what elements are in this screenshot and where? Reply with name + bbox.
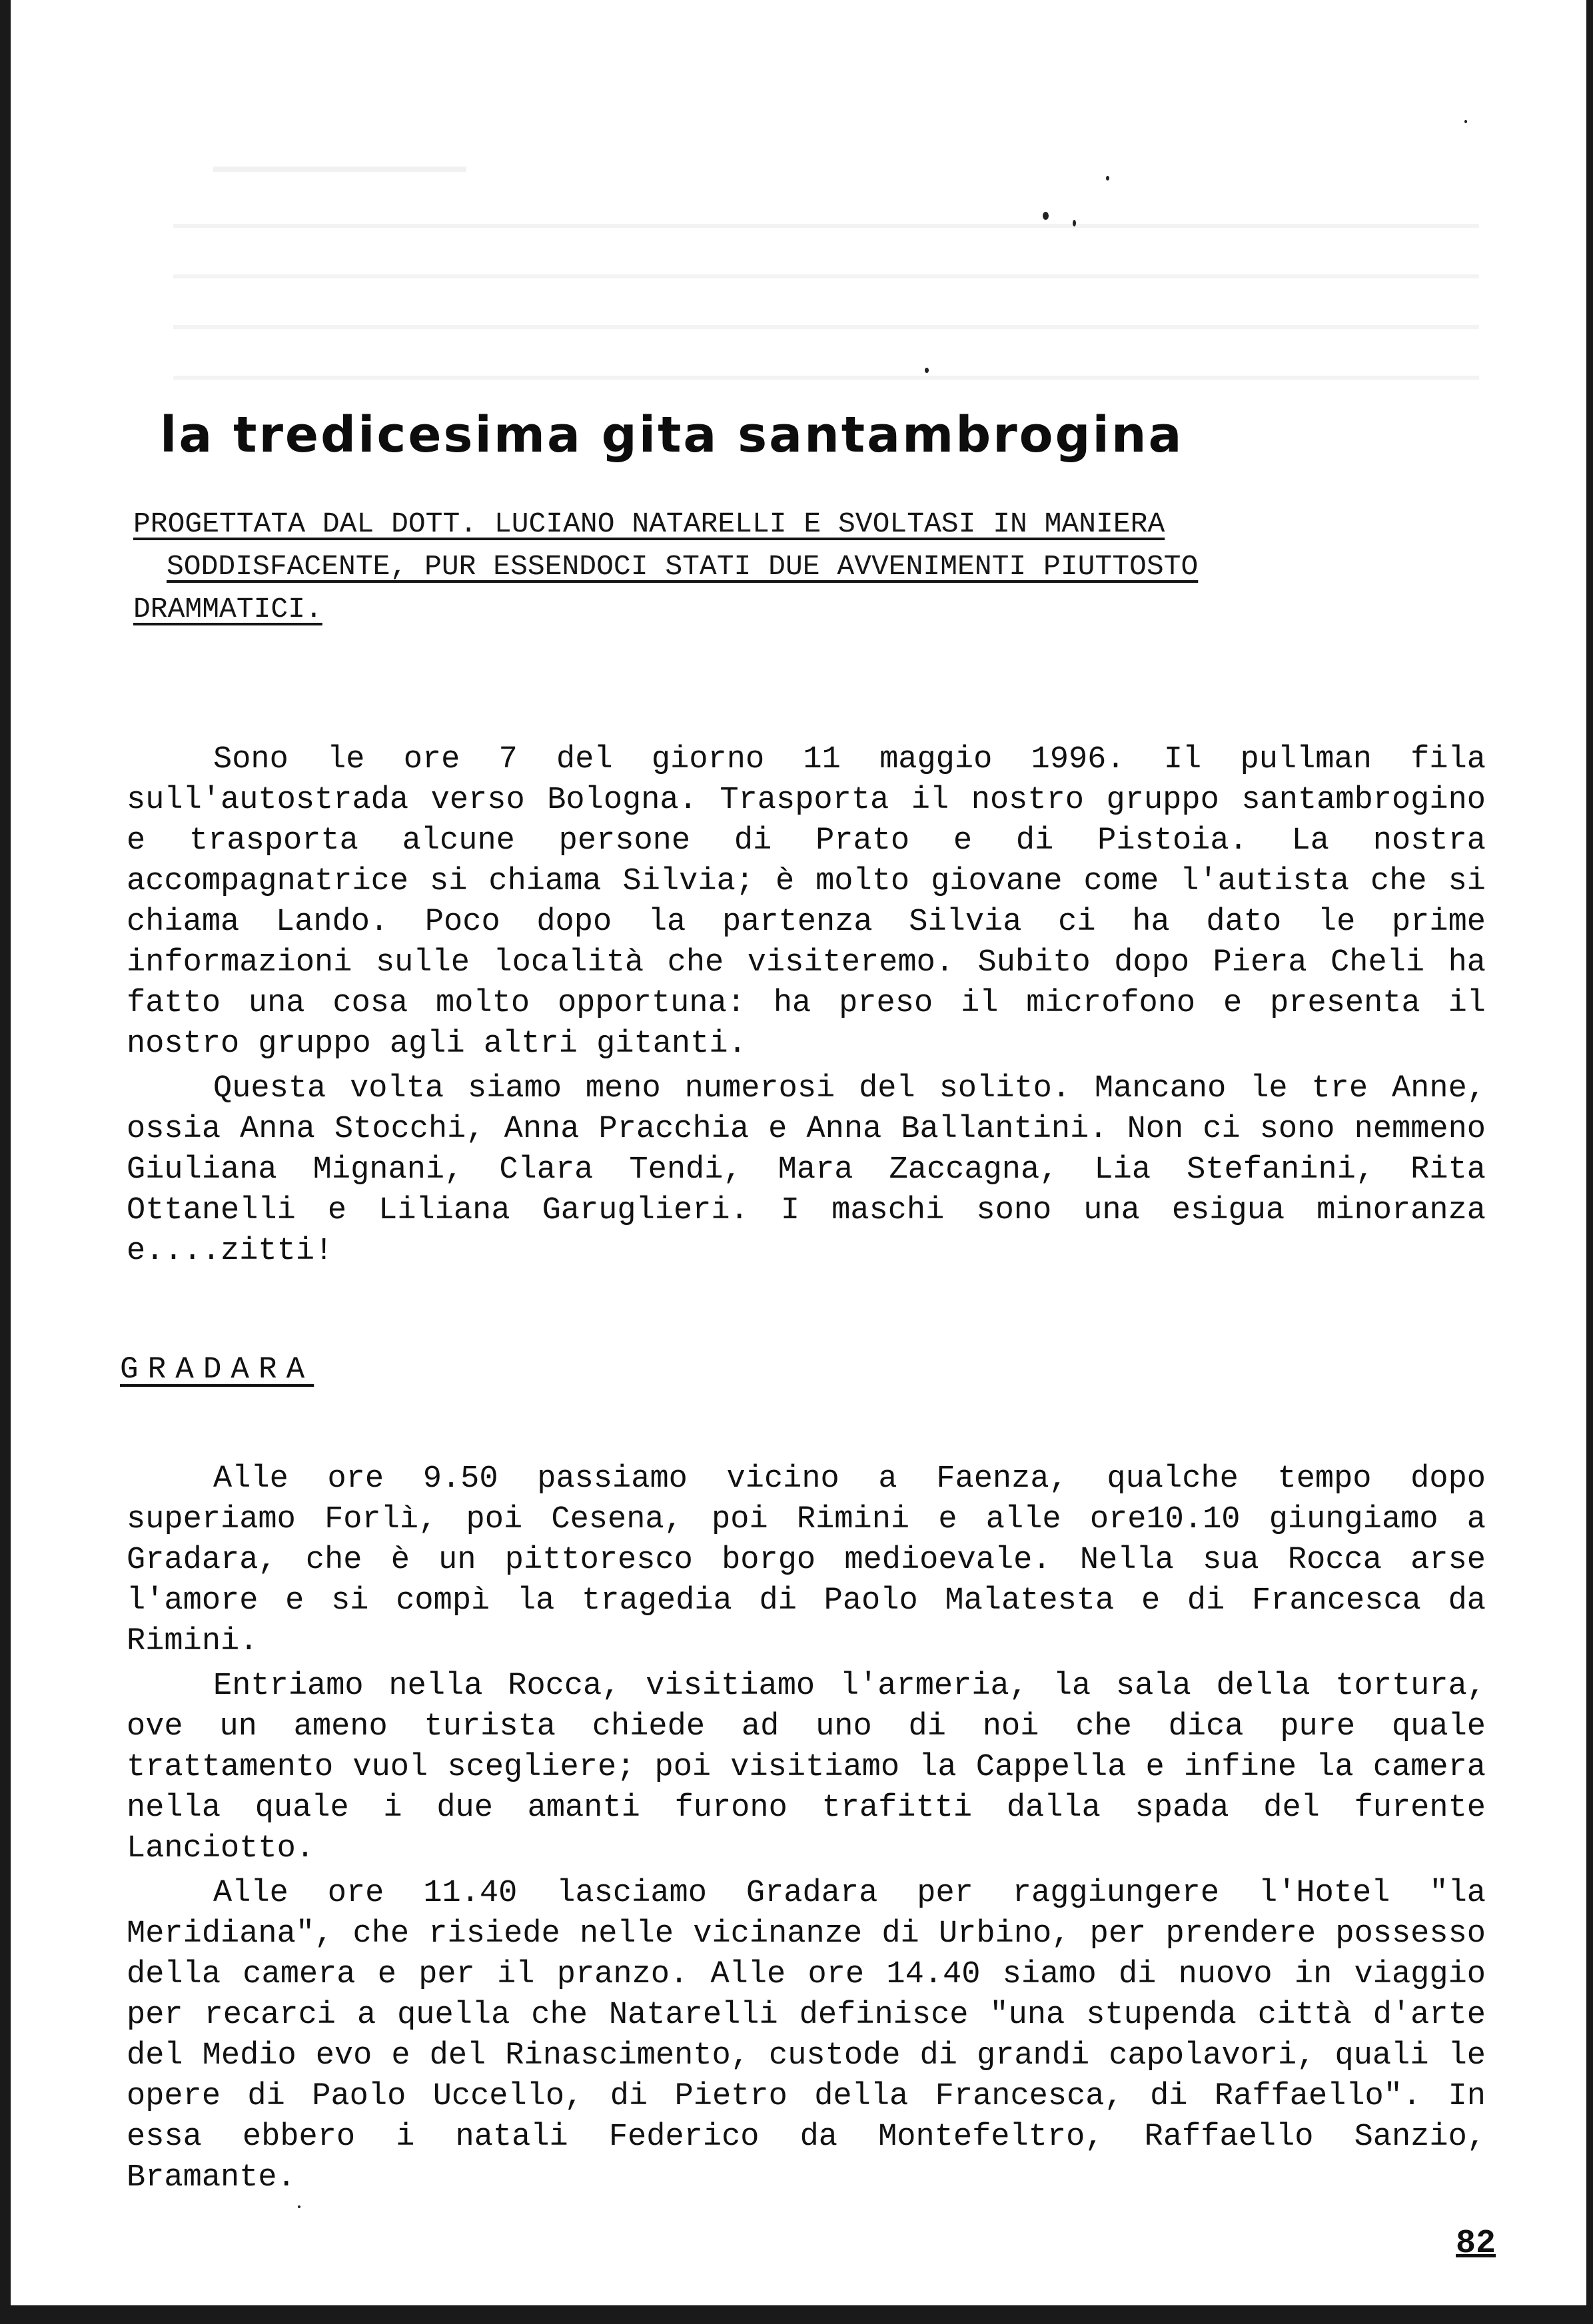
scan-binding-shadow-left bbox=[0, 0, 11, 2324]
article-title: la tredicesima gita santambrogina bbox=[160, 406, 1184, 464]
scan-speck bbox=[925, 368, 929, 373]
scan-speck bbox=[298, 2205, 300, 2208]
subtitle-line: PROGETTATA DAL DOTT. LUCIANO NATARELLI E SVOLTASI IN MANIERA bbox=[133, 508, 1165, 540]
article-subtitle bbox=[133, 503, 1386, 631]
subtitle-line: DRAMMATICI. bbox=[133, 593, 322, 625]
body-paragraph: Sono le ore 7 del giorno 11 maggio 1996. Il pullman fila sull'autostrada verso Bologna. Trasporta il nostro gruppo santambrogino e trasporta alcune persone di Prato e di Pistoia. La nostra accompagnatrice si chiama Silvia; è molto giovane come l'autista che si chiama Lando. Poco dopo la partenza Silvia ci ha dato le prime informazioni sulle località che visiteremo. Subito dopo Piera Cheli ha fatto una cosa molto opportuna: ha preso il microfono e presenta il nostro gruppo agli altri gitanti. bbox=[127, 742, 1486, 1062]
page-number: 82 bbox=[1456, 2225, 1496, 2263]
body-paragraph: Alle ore 9.50 passiamo vicino a Faenza, qualche tempo dopo superiamo Forlì, poi Cesena, poi Rimini e alle ore10.10 giungiamo a Gradara, che è un pittoresco borgo medioevale. Nella sua Rocca arse l'amore e si compì la tragedia di Paolo Malatesta e di Francesca da Rimini. bbox=[127, 1461, 1486, 1659]
scan-speck bbox=[1073, 220, 1076, 226]
scan-bottom-edge bbox=[0, 2305, 1593, 2324]
scan-binding-shadow-right bbox=[1586, 0, 1593, 2324]
scan-speck bbox=[1464, 120, 1467, 123]
subtitle-line: SODDISFACENTE, PUR ESSENDOCI STATI DUE AVVENIMENTI PIUTTOSTO bbox=[167, 550, 1199, 583]
body-paragraph: Alle ore 11.40 lasciamo Gradara per raggiungere l'Hotel "la Meridiana", che risiede nelle vicinanze di Urbino, per prendere possesso della camera e per il pranzo. Alle ore 14.40 siamo di nuovo in viaggio per recarci a quella che Natarelli definisce "una stupenda città d'arte del Medio evo e del Rinascimento, custode di grandi capolavori, quali le opere di Paolo Uccello, di Pietro della Francesca, di Raffaello". In essa ebbero i natali Federico da Montefeltro, Raffaello Sanzio, Bramante. bbox=[127, 1876, 1486, 2195]
gradara-body bbox=[127, 1459, 1486, 2202]
show-through-texture bbox=[173, 120, 1479, 389]
scan-speck bbox=[1106, 176, 1109, 181]
body-paragraph: Entriamo nella Rocca, visitiamo l'armeria, la sala della tortura, ove un ameno turista chiede ad uno di noi che dica pure quale trattamento vuol scegliere; poi visitiamo la Cappella e infine la camera nella quale i due amanti furono trafitti dalla spada del furente Lanciotto. bbox=[127, 1669, 1486, 1866]
section-heading-gradara: GRADARA bbox=[120, 1352, 314, 1387]
body-paragraph: Questa volta siamo meno numerosi del solito. Mancano le tre Anne, ossia Anna Stocchi, Anna Pracchia e Anna Ballantini. Non ci sono nemmeno Giuliana Mignani, Clara Tendi, Mara Zaccagna, Lia Stefanini, Rita Ottanelli e Liliana Garuglieri. I maschi sono una esigua minoranza e....zitti! bbox=[127, 1071, 1486, 1269]
intro-body bbox=[127, 739, 1486, 1276]
scan-speck bbox=[1043, 212, 1049, 220]
